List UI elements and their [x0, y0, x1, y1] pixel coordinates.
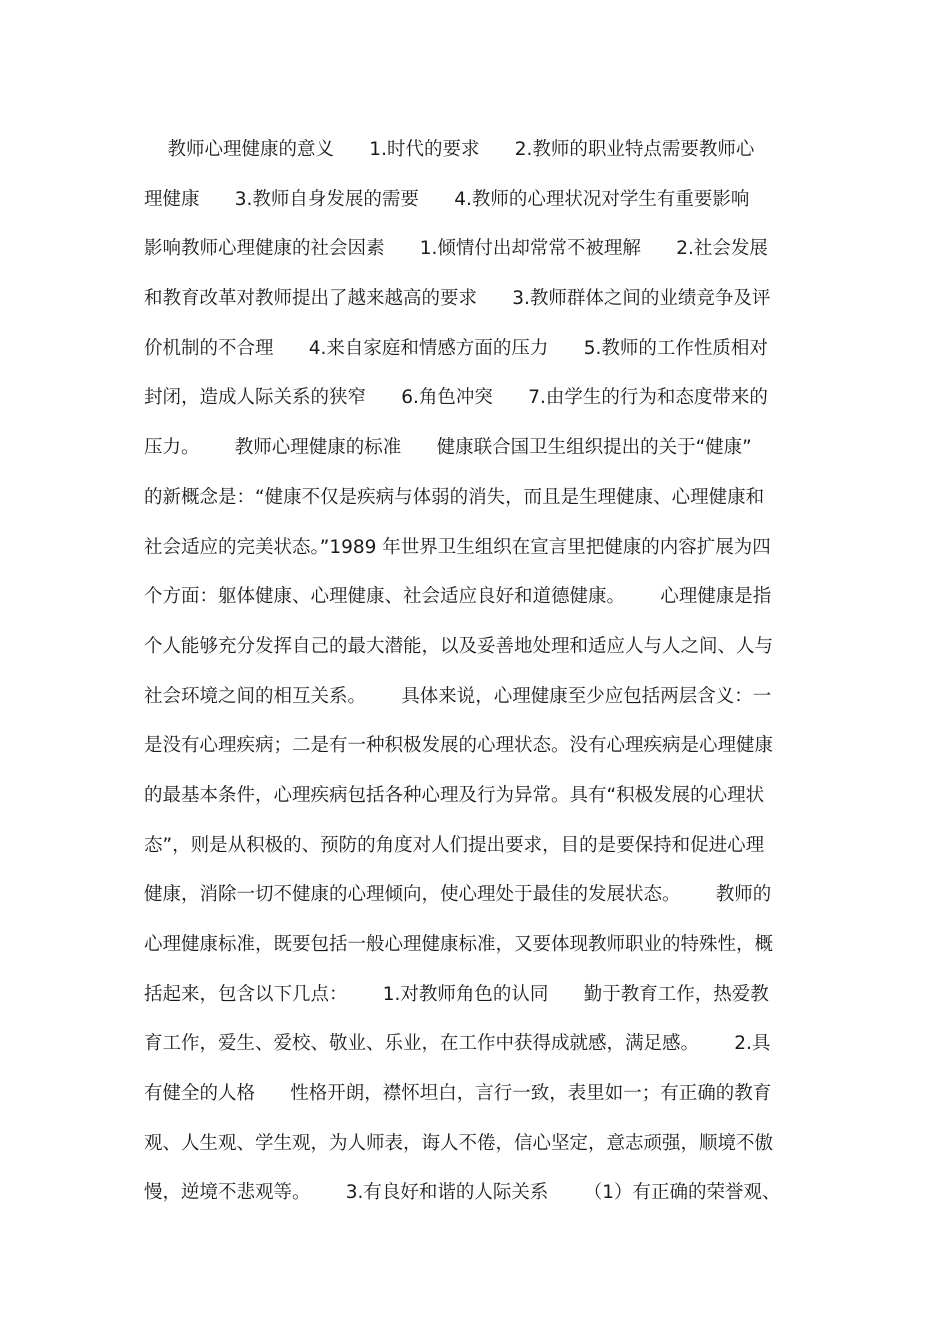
text-line: 社会适应的完美状态。”1989 年世界卫生组织在宣言里把健康的内容扩展为四 — [144, 536, 771, 558]
text-line: 压力。 教师心理健康的标准 健康联合国卫生组织提出的关于“健康” — [144, 437, 752, 459]
text-line: 健康，消除一切不健康的心理倾向，使心理处于最佳的发展状态。 教师的 — [144, 884, 772, 906]
text-line: 封闭，造成人际关系的狭窄 6.角色冲突 7.由学生的行为和态度带来的 — [144, 387, 768, 409]
text-line: 社会环境之间的相互关系。 具体来说，心理健康至少应包括两层含义：一 — [144, 685, 772, 707]
text-line: 有健全的人格 性格开朗，襟怀坦白，言行一致，表里如一；有正确的教育 — [144, 1083, 772, 1105]
text-line: 的最基本条件，心理疾病包括各种心理及行为异常。具有“积极发展的心理状 — [144, 784, 765, 806]
text-line: 的新概念是：“健康不仅是疾病与体弱的消失，而且是生理健康、心理健康和 — [144, 486, 765, 508]
text-line: 和教育改革对教师提出了越来越高的要求 3.教师群体之间的业绩竞争及评 — [144, 288, 771, 310]
text-line: 个人能够充分发挥自己的最大潜能，以及妥善地处理和适应人与人之间、人与 — [144, 635, 774, 657]
text-line: 教师心理健康的意义 1.时代的要求 2.教师的职业特点需要教师心 — [144, 139, 755, 160]
text-line: 影响教师心理健康的社会因素 1.倾情付出却常常不被理解 2.社会发展 — [144, 238, 768, 260]
text-line: 是没有心理疾病；二是有一种积极发展的心理状态。没有心理疾病是心理健康 — [144, 735, 774, 757]
text-line: 心理健康标准，既要包括一般心理健康标准，又要体现教师职业的特殊性，概 — [144, 934, 774, 955]
body-text — [144, 125, 824, 1218]
text-line: 括起来，包含以下几点： 1.对教师角色的认同 勤于教育工作，热爱教 — [144, 983, 769, 1005]
text-line: 观、人生观、学生观，为人师表，诲人不倦，信心坚定，意志顽强，顺境不傲 — [144, 1132, 774, 1154]
text-line: 态”，则是从积极的、预防的角度对人们提出要求，目的是要保持和促进心理 — [144, 834, 765, 856]
text-line: 理健康 3.教师自身发展的需要 4.教师的心理状况对学生有重要影响 — [144, 188, 750, 210]
text-line: 育工作，爱生、爱校、敬业、乐业，在工作中获得成就感，满足感。 2.具 — [144, 1033, 771, 1055]
text-line: 个方面：躯体健康、心理健康、社会适应良好和道德健康。 心理健康是指 — [144, 586, 772, 608]
text-line: 慢，逆境不悲观等。 3.有良好和谐的人际关系 （1）有正确的荣誉观、 — [144, 1182, 781, 1204]
text-line: 价机制的不合理 4.来自家庭和情感方面的压力 5.教师的工作性质相对 — [144, 337, 768, 359]
